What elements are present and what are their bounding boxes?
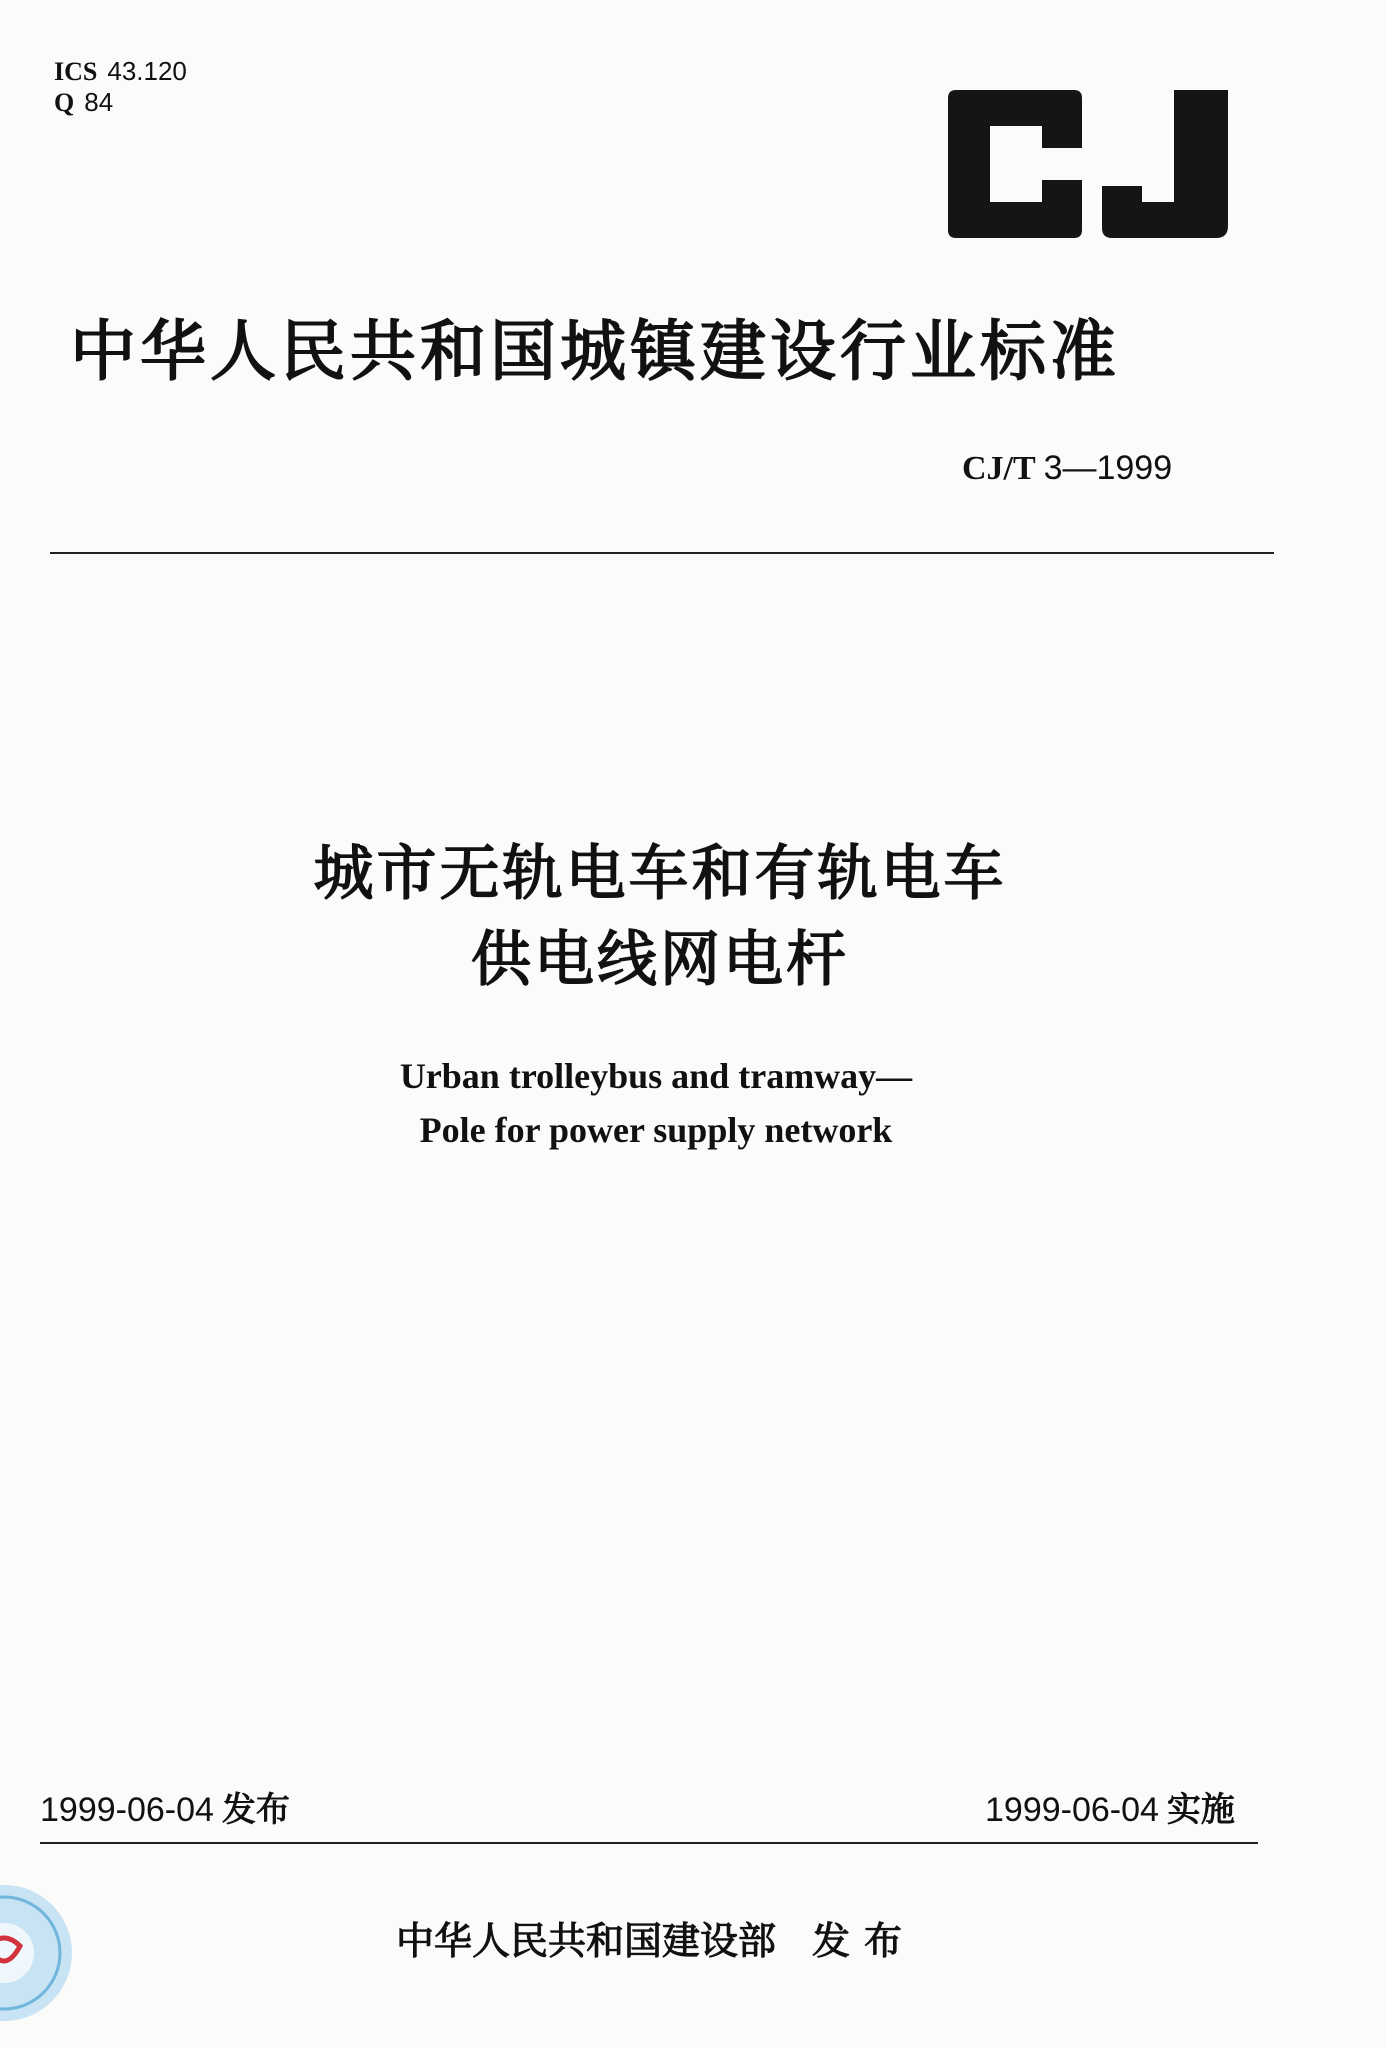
cj-logo — [942, 90, 1234, 238]
title-zh-line1: 城市无轨电车和有轨电车 — [313, 839, 1007, 909]
issue-date-value: 1999-06-04 — [40, 1791, 214, 1829]
classification-codes — [54, 56, 187, 118]
title-en-line2: Pole for power supply network — [419, 1110, 893, 1150]
footer-divider — [40, 1842, 1258, 1844]
ics-code: 43.120 — [107, 56, 187, 86]
ics-label: ICS — [54, 57, 98, 86]
publisher-line — [0, 1918, 1312, 1964]
publisher-name: 中华人民共和国建设部 — [395, 1919, 776, 1963]
anti-counterfeit-stamp-icon — [0, 1878, 74, 2028]
standard-code: 3—1999 — [1043, 449, 1173, 487]
implementation-date — [985, 1790, 1235, 1831]
title-zh-line2: 供电线网电杆 — [471, 925, 849, 995]
implementation-date-label: 实施 — [1166, 1790, 1235, 1830]
ccs-code-line — [54, 87, 187, 118]
ccs-label: Q — [54, 88, 75, 117]
issue-date — [40, 1790, 290, 1831]
issue-date-label: 发布 — [221, 1790, 290, 1830]
industry-standard-title: 中华人民共和国城镇建设行业标准 — [70, 313, 1120, 390]
ccs-code: 84 — [84, 87, 114, 117]
publisher-action: 发布 — [812, 1919, 917, 1963]
standard-number — [962, 448, 1172, 489]
implementation-date-value: 1999-06-04 — [985, 1791, 1159, 1829]
title-en-line1: Urban trolleybus and tramway— — [399, 1056, 913, 1096]
standard-prefix: CJ/T — [962, 450, 1036, 487]
header-divider — [50, 552, 1274, 554]
ics-code-line — [54, 56, 187, 87]
